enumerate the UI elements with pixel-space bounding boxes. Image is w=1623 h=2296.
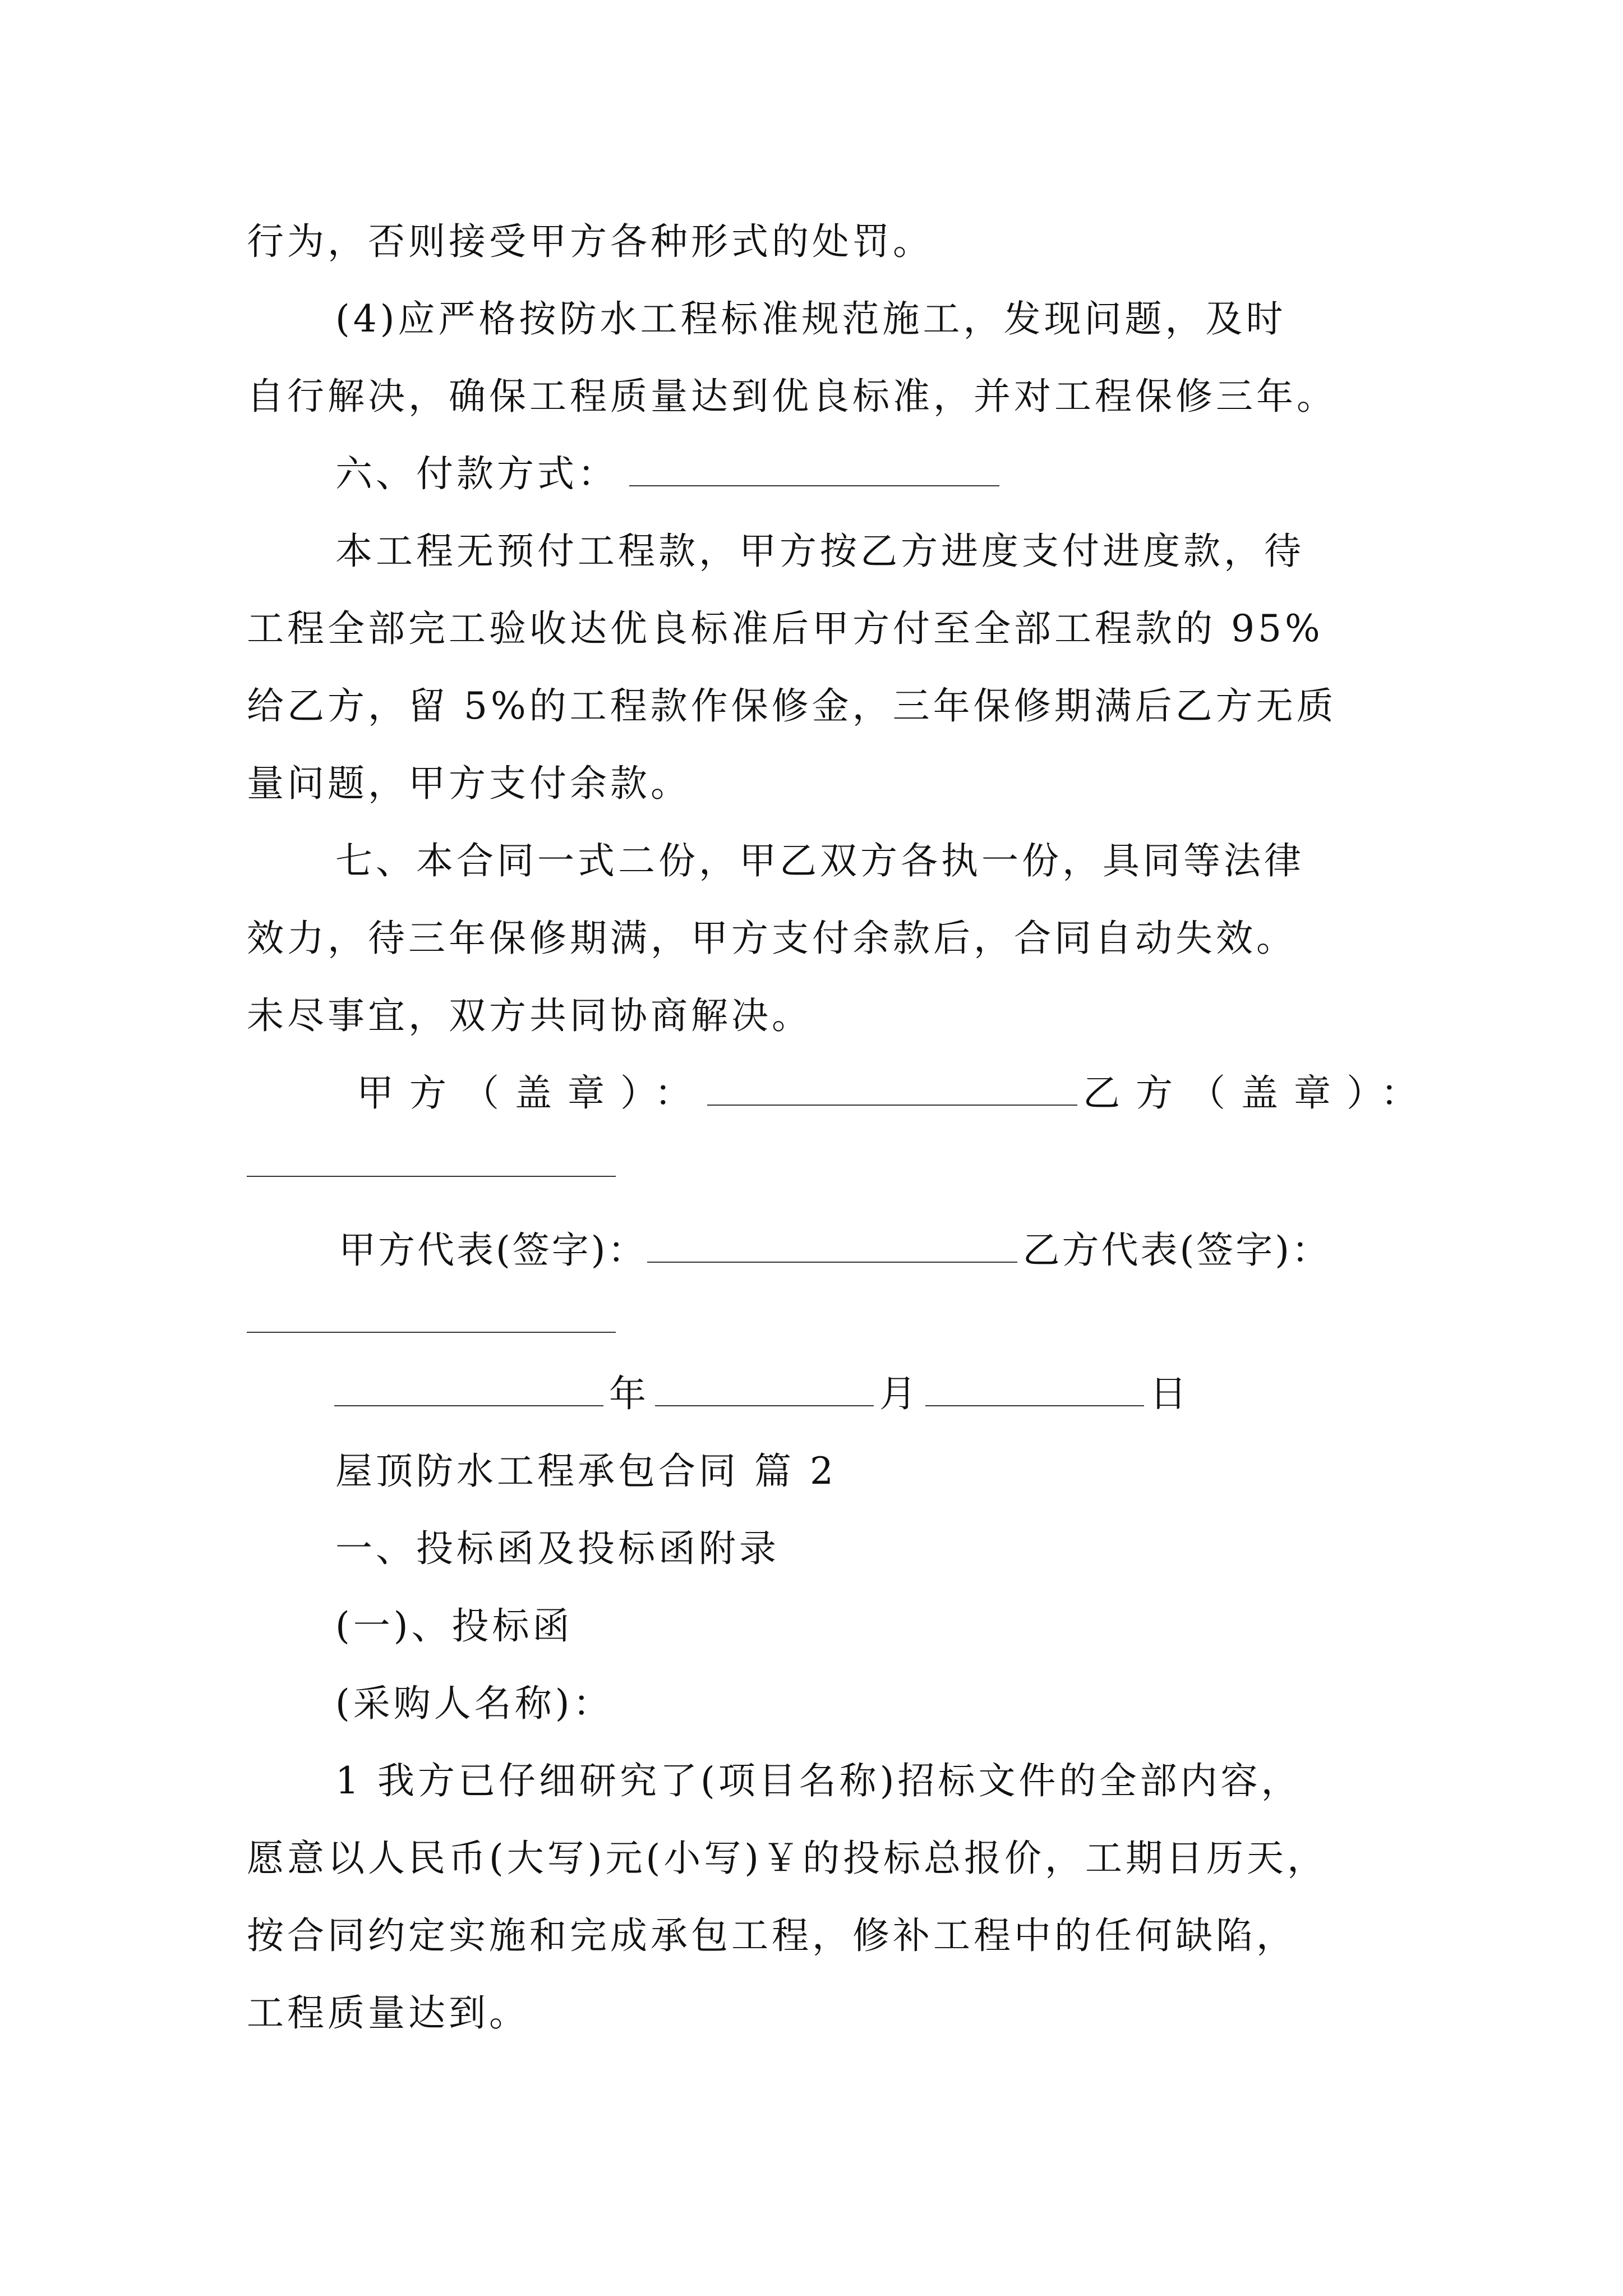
text-line-1: 行为，否则接受甲方各种形式的处罚。 <box>247 220 933 263</box>
date-month-label: 月 <box>879 1372 920 1415</box>
date-month-blank <box>655 1372 874 1406</box>
payment-method-heading <box>335 449 999 499</box>
text-line-9: 七、本合同一式二份，甲乙双方各执一份，具同等法律 <box>335 839 1304 882</box>
section-2-para-line-4: 工程质量达到。 <box>247 1991 529 2035</box>
text-line-10: 效力，待三年保修期满，甲方支付余款后，合同自动失效。 <box>247 917 1297 960</box>
section-2-title: 屋顶防水工程承包合同 篇 2 <box>335 1450 837 1493</box>
section-2-heading-2: (一)、投标函 <box>335 1604 573 1648</box>
party-b-seal-label: 乙方（盖章）： <box>1083 1071 1433 1115</box>
party-b-rep-label: 乙方代表(签字)： <box>1022 1228 1331 1272</box>
section-2-heading-1: 一、投标函及投标函附录 <box>335 1527 780 1570</box>
party-rep-line <box>339 1225 1331 1276</box>
party-a-seal-label: 甲方（盖章）： <box>357 1071 707 1115</box>
party-a-seal-blank <box>707 1071 1077 1106</box>
text-line-11: 未尽事宜，双方共同协商解决。 <box>247 994 812 1037</box>
section-2-para-line-3: 按合同约定实施和完成承包工程，修补工程中的任何缺陷， <box>247 1914 1297 1957</box>
text-line-2: (4)应严格按防水工程标准规范施工，发现问题，及时 <box>335 297 1287 341</box>
section-2-recipient: (采购人名称)： <box>335 1682 614 1725</box>
party-b-seal-blank <box>247 1176 616 1177</box>
party-seal-line <box>357 1068 1433 1119</box>
text-line-7: 给乙方，留 5%的工程款作保修金，三年保修期满后乙方无质 <box>247 684 1337 728</box>
date-line <box>334 1369 1190 1419</box>
date-day-label: 日 <box>1150 1372 1190 1415</box>
section-2-para-line-2: 愿意以人民币(大写)元(小写)￥的投标总报价，工期日历天， <box>247 1837 1327 1880</box>
date-year-blank <box>334 1372 603 1406</box>
party-a-rep-label: 甲方代表(签字)： <box>339 1228 647 1272</box>
party-a-rep-blank <box>647 1228 1017 1263</box>
text-line-3: 自行解决，确保工程质量达到优良标准，并对工程保修三年。 <box>247 375 1337 418</box>
date-day-blank <box>925 1372 1144 1406</box>
text-line-5: 本工程无预付工程款，甲方按乙方进度支付进度款，待 <box>335 530 1304 573</box>
party-b-rep-blank <box>247 1332 616 1333</box>
section-2-para-line-1: 1 我方已仔细研究了(项目名称)招标文件的全部内容， <box>335 1759 1302 1802</box>
text-line-6: 工程全部完工验收达优良标准后甲方付至全部工程款的 95% <box>247 607 1324 650</box>
text-line-8: 量问题，甲方支付余款。 <box>247 762 691 805</box>
date-year-label: 年 <box>609 1372 649 1415</box>
payment-method-blank <box>629 452 999 486</box>
payment-method-label: 六、付款方式： <box>335 452 618 495</box>
